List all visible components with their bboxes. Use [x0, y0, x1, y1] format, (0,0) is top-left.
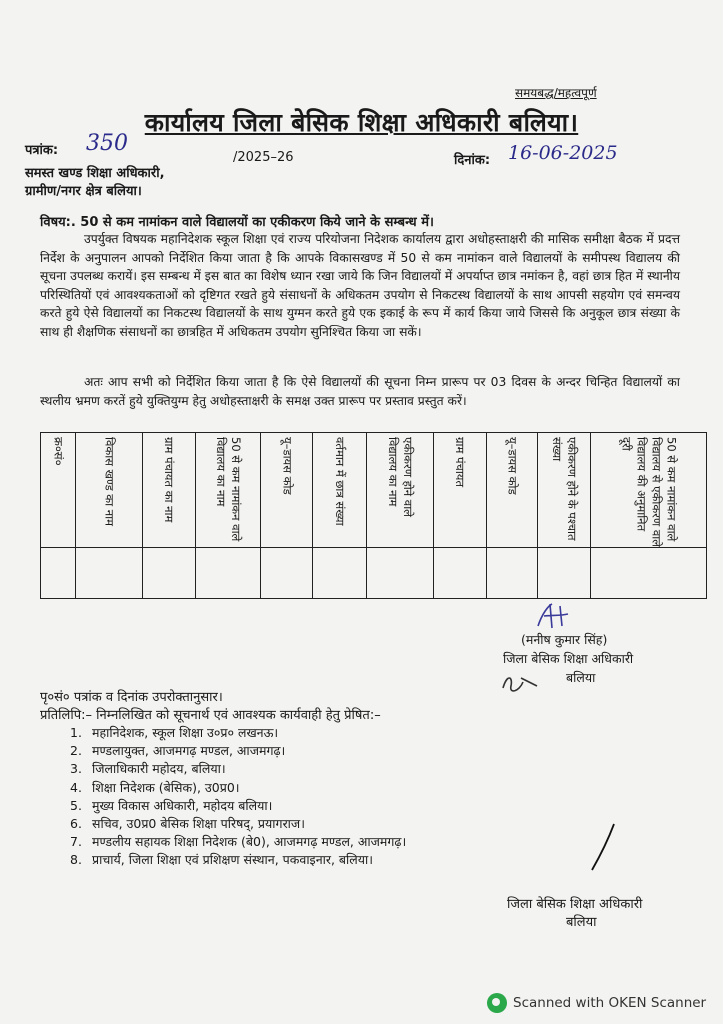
scanner-logo-icon — [487, 993, 507, 1013]
date-value: 16-06-2025 — [508, 142, 618, 164]
list-item: 2. मण्डलायुक्त, आजमगढ़ मण्डल, आजमगढ़। — [70, 743, 286, 759]
address-line-2: ग्रामीण/नगर क्षेत्र बलिया। — [25, 184, 142, 199]
table-cell — [486, 548, 538, 599]
scanner-text: Scanned with OKEN Scanner — [513, 995, 707, 1011]
table-cell — [261, 548, 313, 599]
proforma-table — [40, 432, 707, 599]
table-header-cell: विकास खण्ड का नाम — [75, 433, 142, 548]
list-item: 6. सचिव, उ0प्र0 बेसिक शिक्षा परिषद्, प्रयागराज। — [70, 816, 305, 832]
list-item: 7. मण्डलीय सहायक शिक्षा निदेशक (बे0), आजमगढ़ मण्डल, आजमगढ़। — [70, 834, 407, 850]
office-title: कार्यालय जिला बेसिक शिक्षा अधिकारी बलिया। — [144, 108, 579, 137]
list-item: 4. शिक्षा निदेशक (बेसिक), उ0प्र0। — [70, 779, 240, 795]
initials-mark — [497, 668, 547, 698]
closing-pen-stroke — [588, 822, 618, 874]
copy-reference: पृ०सं० पत्रांक व दिनांक उपरोक्तानुसार। — [40, 690, 223, 705]
table-row — [41, 548, 707, 599]
closing-designation: जिला बेसिक शिक्षा अधिकारी — [507, 897, 643, 912]
table-header-cell: यू–डायस कोड — [486, 433, 538, 548]
table-header-cell: एकीकरण होने के पश्चात संख्या — [538, 433, 591, 548]
patrank-year: /2025–26 — [233, 150, 294, 165]
list-item: 1. महानिदेशक, स्कूल शिक्षा उ०प्र० लखनऊ। — [70, 725, 279, 740]
body-paragraph-1: उपर्युक्त विषयक महानिदेशक स्कूल शिक्षा एवं राज्य परियोजना निदेशक कार्यालय द्वारा अधोहस्ताक्षरी की मासिक समीक्षा बैठक में प्रदत्त निर्देश के अनुपालन आपको निर्देशित किया जाता है कि आपके विकासखण्ड में 50 से कम नामांकन वाले विद्यालयों के समीपस्थ विद्यालय की सूचना उपलब्ध करायें। इस सम्बन्ध में इस बात का विशेष ध्यान रखा जाये कि जिन विद्यालयों में अपर्याप्त छात्र नमांकन है, वहां छात्र हित में स्थानीय परिस्थितियों एवं आवश्यकताओं को दृष्टिगत रखते हुये संसाधनों के अधिकतम उपयोग से निकटस्थ विद्यालयों के साथ आपसी सहयोग एवं समन्वय करते हुये ऐसे विद्यालयों का निकटस्थ विद्यालयों के साथ युग्मन करते हुये एक इकाई के रूप में कार्य किया जाये जिससे कि अनुकूल छात्र संख्या के साथ ही शैक्षणिक संसाधनों का छात्रहित में अधिकतम उपयोग सुनिश्चित किया जा सकें। — [40, 232, 680, 339]
table-cell — [313, 548, 367, 599]
body-paragraph-2-container — [40, 373, 680, 410]
table-cell — [538, 548, 591, 599]
signatory-designation: जिला बेसिक शिक्षा अधिकारी — [503, 651, 634, 666]
address-line-1: समस्त खण्ड शिक्षा अधिकारी, — [25, 166, 165, 181]
table-header-cell: एकीकरण होने वाले विद्यालय का नाम — [366, 433, 433, 548]
scanner-footer — [487, 993, 706, 1013]
priority-tag: समयबद्ध/महत्वपूर्ण — [515, 86, 597, 100]
table-header-cell: क्र०सं० — [41, 433, 76, 548]
table-cell — [366, 548, 433, 599]
patrank-number: 350 — [86, 131, 128, 156]
body-paragraph-2: अतः आप सभी को निर्देशित किया जाता है कि ऐसे विद्यालयों की सूचना निम्न प्रारूप पर 03 दिवस के अन्दर चिन्हित विद्यालयों का स्थलीय भ्रमण करतें हुये युक्तियुग्म हेतु अधोहस्ताक्षरी के समक्ष उक्त प्रारूप पर प्रस्ताव प्रस्तुत करें। — [40, 375, 680, 408]
copy-intro: प्रतिलिपि:– निम्नलिखित को सूचनार्थ एवं आवश्यक कार्यवाही हेतु प्रेषित:– — [40, 708, 381, 723]
list-item: 8. प्राचार्य, जिला शिक्षा एवं प्रशिक्षण संस्थान, पकवाइनार, बलिया। — [70, 852, 373, 868]
table-header-cell: यू–डायस कोड — [261, 433, 313, 548]
list-item: 3. जिलाधिकारी महोदय, बलिया। — [70, 761, 226, 777]
table-header-cell: 50 से कम नामांकन वाले विद्यालय का नाम — [195, 433, 261, 548]
date-label: दिनांक: — [454, 153, 491, 168]
signatory-place: बलिया — [566, 670, 596, 685]
closing-place: बलिया — [566, 915, 597, 930]
table-cell — [195, 548, 261, 599]
list-item: 5. मुख्य विकास अधिकारी, महोदय बलिया। — [70, 797, 273, 813]
table-header-cell: ग्राम पंचायत — [433, 433, 486, 548]
signatory-name: (मनीष कुमार सिंह) — [521, 632, 608, 647]
table-header-cell: 50 से कम नामांकन वाले विद्यालय से एकीकरण वाले विद्यालय की अनुमानित दूरी — [591, 433, 707, 548]
table-header-row — [41, 433, 707, 548]
table-header-cell: ग्राम पंचायत का नाम — [142, 433, 195, 548]
signature-mark — [530, 600, 580, 632]
table-cell — [75, 548, 142, 599]
subject-line: विषय:. 50 से कम नामांकन वाले विद्यालयों का एकीकरण किये जाने के सम्बन्ध में। — [40, 215, 434, 230]
copy-list — [70, 724, 406, 870]
patrank-label: पत्रांक: — [25, 143, 59, 158]
table-cell — [142, 548, 195, 599]
table-cell — [591, 548, 707, 599]
body-paragraph-1-container — [40, 230, 680, 342]
table-cell — [433, 548, 486, 599]
table-header-cell: वर्तमान में छात्र संख्या — [313, 433, 367, 548]
table-cell — [41, 548, 76, 599]
